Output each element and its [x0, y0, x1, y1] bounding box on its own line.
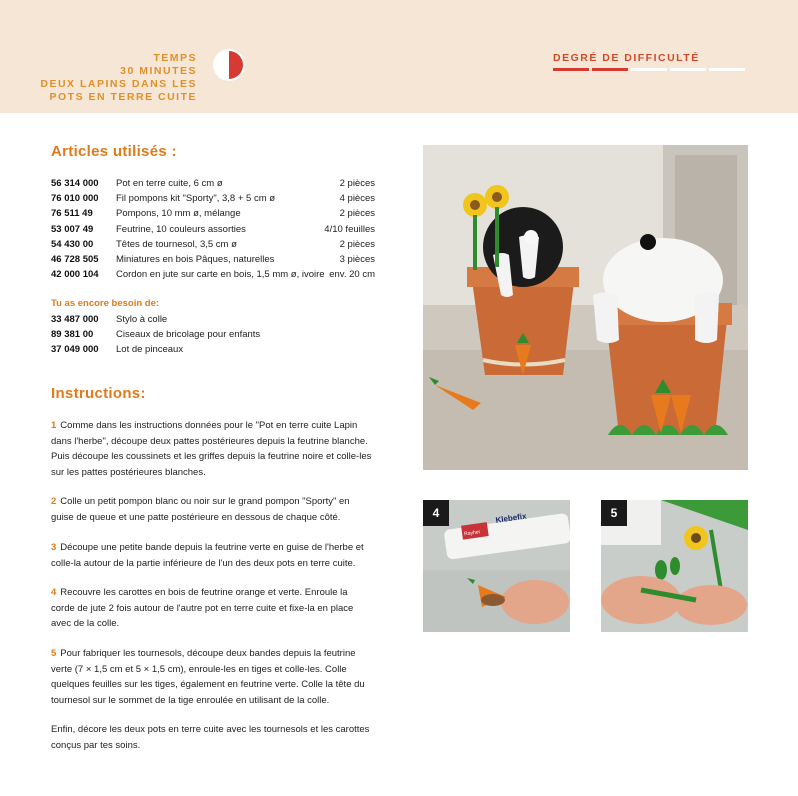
step-number: 5: [51, 648, 57, 659]
step-text: Pour fabriquer les tournesols, découpe deux bandes depuis la feutrine verte (7 × 1,5 cm et 5 × 1,5 cm), enroule-les en tiges et colle-les. Colle quelques feuilles sur les tiges, également en feutrine verte. Colle la tête du tournesol sur le sommet de la tige enroulée en utilisant de la colle.: [51, 648, 365, 706]
header-band: [0, 0, 798, 113]
clock-icon: [212, 48, 246, 82]
step-5-photo: [601, 500, 748, 632]
article-desc: Miniatures en bois Pâques, naturelles: [116, 253, 275, 265]
article-row: [51, 176, 375, 191]
instruction-step-1: [51, 418, 373, 480]
instruction-closing: Enfin, décore les deux pots en terre cuite avec les tournesols et les carottes conçus par tes soins.: [51, 724, 370, 751]
step-number: 2: [51, 496, 57, 507]
article-desc: Feutrine, 10 couleurs assorties: [116, 223, 246, 235]
extra-heading: Tu as encore besoin de:: [51, 298, 160, 309]
extra-row: [51, 327, 351, 342]
glue-brand-label: Klebefix: [494, 511, 528, 525]
step-number: 1: [51, 420, 57, 431]
difficulty-segment: [670, 68, 706, 71]
difficulty-segment: [631, 68, 667, 71]
step-text: Colle un petit pompon blanc ou noir sur le grand pompon "Sporty" en guise de queue et une patte postérieure en dessous de chaque côté.: [51, 496, 350, 523]
difficulty-segment: [553, 68, 589, 71]
step-number: 4: [51, 587, 57, 598]
extra-code: 37 049 000: [51, 344, 99, 356]
article-row: [51, 222, 375, 237]
article-row: [51, 237, 375, 252]
instruction-step-5: [51, 646, 373, 708]
instruction-step-4: [51, 585, 373, 632]
step-number: 3: [51, 542, 57, 553]
article-code: 42 000 104: [51, 269, 99, 281]
step-text: Recouvre les carottes en bois de feutrine orange et verte. Enroule la corde de jute 2 fois autour de l'autre pot en terre cuite et fixe-la en place avec de la colle.: [51, 587, 354, 629]
article-row: [51, 267, 375, 282]
project-title-line2: POTS EN TERRE CUITE: [49, 91, 197, 103]
instruction-step-3: [51, 540, 373, 571]
article-qty: 4/10 feuilles: [324, 223, 375, 235]
project-title-line1: DEUX LAPINS DANS LES: [40, 78, 197, 90]
extra-code: 33 487 000: [51, 314, 99, 325]
article-qty: 2 pièces: [339, 238, 375, 250]
article-desc: Pompons, 10 mm ø, mélange: [116, 208, 241, 220]
instructions-heading: Instructions:: [51, 385, 146, 402]
article-qty: 4 pièces: [339, 193, 375, 205]
article-code: 54 430 00: [51, 238, 94, 250]
step-4-photo: [423, 500, 570, 632]
extra-desc: Ciseaux de bricolage pour enfants: [116, 329, 261, 341]
difficulty-segment: [592, 68, 628, 71]
article-desc: Fil pompons kit "Sporty", 3,8 + 5 cm ø: [116, 193, 276, 205]
difficulty-segment: [709, 68, 745, 71]
step-text: Comme dans les instructions données pour le "Pot en terre cuite Lapin dans l'herbe", découpe deux pattes postérieures depuis la feutrine blanche. Puis découpe les coussinets et les griffes depuis la feutrine noire et colle-les sur les pattes postérieures blanches.: [51, 420, 372, 478]
article-row: [51, 206, 375, 221]
time-block: [40, 52, 197, 104]
articles-table: [51, 176, 375, 282]
extra-code: 89 381 00: [51, 329, 94, 341]
article-desc: Têtes de tournesol, 3,5 cm ø: [116, 238, 237, 250]
article-code: 76 010 000: [51, 193, 99, 205]
step-text: Découpe une petite bande depuis la feutrine verte en guise de l'herbe et colle-la autour de la partie inférieure de l'un des deux pots en terre cuite.: [51, 542, 364, 569]
difficulty-label: DEGRÉ DE DIFFICULTÉ: [553, 52, 700, 64]
time-label: TEMPS: [153, 52, 197, 64]
article-code: 76 511 49: [51, 208, 93, 220]
step-5-badge: 5: [601, 500, 627, 526]
time-value: 30 MINUTES: [120, 65, 197, 77]
article-qty: 2 pièces: [339, 178, 375, 189]
extra-desc: Stylo à colle: [116, 314, 168, 325]
extra-table: [51, 312, 351, 358]
extra-row: [51, 312, 351, 327]
article-qty: 3 pièces: [339, 253, 375, 265]
article-row: [51, 191, 375, 206]
main-photo-bunny-pots: [423, 145, 748, 470]
article-desc: Pot en terre cuite, 6 cm ø: [116, 178, 223, 189]
article-code: 46 728 505: [51, 253, 99, 265]
glue-logo-label: Rayher: [463, 529, 481, 538]
article-code: 53 007 49: [51, 223, 94, 235]
article-code: 56 314 000: [51, 178, 99, 189]
article-qty: env. 20 cm: [329, 269, 375, 281]
instruction-step-2: [51, 494, 373, 525]
step-4-badge: 4: [423, 500, 449, 526]
article-desc: Cordon en jute sur carte en bois, 1,5 mm ø, ivoire: [116, 269, 325, 281]
article-qty: 2 pièces: [339, 208, 375, 220]
extra-desc: Lot de pinceaux: [116, 344, 184, 356]
extra-row: [51, 342, 351, 357]
article-row: [51, 252, 375, 267]
articles-heading: Articles utilisés :: [51, 143, 177, 160]
